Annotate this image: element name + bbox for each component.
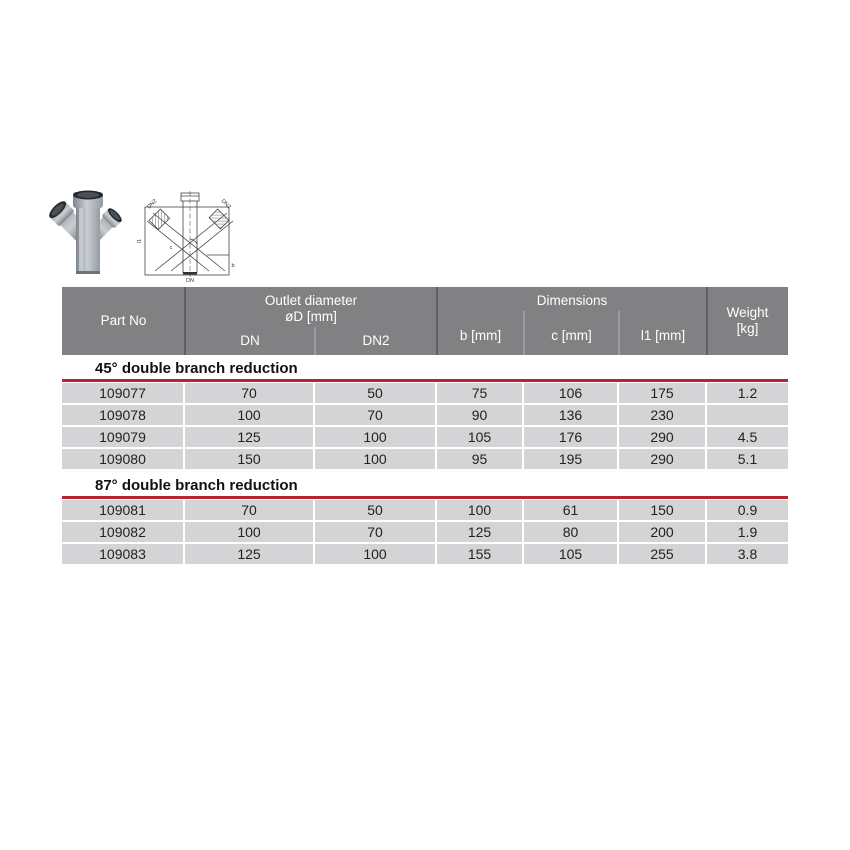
- table-cell: 4.5: [707, 427, 788, 447]
- header-outlet-line1: Outlet diameter: [264, 293, 358, 308]
- table-cell: 255: [619, 544, 707, 564]
- header-divider: [184, 287, 186, 355]
- table-cell: 1.9: [707, 522, 788, 542]
- table-cell: 100: [315, 544, 437, 564]
- header-dn2: DN2: [362, 333, 390, 348]
- header-l1: l1 [mm]: [640, 328, 686, 343]
- table-cell: 105: [437, 427, 524, 447]
- header-divider: [436, 287, 438, 355]
- table-cell: 50: [315, 500, 437, 520]
- table-cell: 100: [437, 500, 524, 520]
- header-divider: [523, 311, 525, 355]
- section-87-degree: [62, 476, 788, 564]
- drawing-label-c: c: [169, 245, 173, 251]
- table-cell: 109080: [62, 449, 185, 469]
- table-cell: 176: [524, 427, 619, 447]
- red-divider: [62, 379, 788, 382]
- table-cell: 70: [185, 500, 315, 520]
- header-divider: [618, 311, 620, 355]
- table-cell: 125: [437, 522, 524, 542]
- table-cell: 109083: [62, 544, 185, 564]
- header-weight-line1: Weight: [726, 305, 769, 320]
- header-weight-line2: [kg]: [736, 321, 759, 336]
- table-cell: 230: [619, 405, 707, 425]
- table-cell: 100: [315, 449, 437, 469]
- double-branch-fitting-photo-icon: [45, 186, 131, 282]
- table-cell: 200: [619, 522, 707, 542]
- section-rows: [62, 383, 788, 469]
- section-title: 45° double branch reduction: [95, 360, 298, 377]
- table-cell: 75: [437, 383, 524, 403]
- header-c: c [mm]: [551, 328, 592, 343]
- table-cell: 100: [315, 427, 437, 447]
- table-cell: 100: [185, 522, 315, 542]
- drawing-label-dn2-left: DN2: [146, 198, 159, 211]
- header-weight: [707, 287, 788, 355]
- table-cell: 136: [524, 405, 619, 425]
- table-row: [62, 449, 788, 469]
- table-cell: [707, 405, 788, 425]
- table-cell: 70: [185, 383, 315, 403]
- table-cell: 150: [619, 500, 707, 520]
- header-dn: DN: [240, 333, 260, 348]
- section-title: 87° double branch reduction: [95, 477, 298, 494]
- header-part-no: Part No: [100, 313, 147, 328]
- table-cell: 70: [315, 522, 437, 542]
- section-rows: [62, 500, 788, 564]
- section-45-degree: [62, 359, 788, 469]
- table-cell: 100: [185, 405, 315, 425]
- header-b: b [mm]: [459, 328, 502, 343]
- header-outlet-line2: øD [mm]: [285, 309, 337, 324]
- table-cell: 95: [437, 449, 524, 469]
- table-cell: 105: [524, 544, 619, 564]
- table-cell: 61: [524, 500, 619, 520]
- table-cell: 0.9: [707, 500, 788, 520]
- table-cell: 106: [524, 383, 619, 403]
- table-cell: 290: [619, 449, 707, 469]
- table-cell: 109082: [62, 522, 185, 542]
- table-cell: 109081: [62, 500, 185, 520]
- product-photo: [45, 186, 131, 282]
- table-cell: 5.1: [707, 449, 788, 469]
- table-cell: 80: [524, 522, 619, 542]
- table-cell: 175: [619, 383, 707, 403]
- header-dimensions: Dimensions: [536, 293, 608, 308]
- header-divider: [706, 287, 708, 355]
- table-row: [62, 544, 788, 564]
- drawing-label-dn: DN: [186, 278, 194, 283]
- table-row: [62, 383, 788, 403]
- double-branch-drawing-icon: [137, 189, 239, 283]
- table-cell: 125: [185, 427, 315, 447]
- technical-drawing: [137, 189, 239, 283]
- table-cell: 150: [185, 449, 315, 469]
- table-cell: 109077: [62, 383, 185, 403]
- table-cell: 125: [185, 544, 315, 564]
- table-cell: 90: [437, 405, 524, 425]
- header-divider: [314, 327, 316, 355]
- product-table: [62, 287, 788, 566]
- header-outlet-diameter: [185, 292, 437, 326]
- red-divider: [62, 496, 788, 499]
- table-cell: 109078: [62, 405, 185, 425]
- drawing-label-l1: l1: [137, 238, 143, 244]
- table-cell: 50: [315, 383, 437, 403]
- table-cell: 155: [437, 544, 524, 564]
- drawing-label-b: b: [231, 263, 235, 269]
- table-header: [62, 287, 788, 355]
- table-row: [62, 427, 788, 447]
- table-cell: 1.2: [707, 383, 788, 403]
- table-row: [62, 522, 788, 542]
- table-cell: 109079: [62, 427, 185, 447]
- table-cell: 70: [315, 405, 437, 425]
- table-cell: 195: [524, 449, 619, 469]
- table-cell: 3.8: [707, 544, 788, 564]
- table-row: [62, 405, 788, 425]
- table-row: [62, 500, 788, 520]
- drawing-label-dn2-right: DN2: [219, 198, 232, 211]
- table-cell: 290: [619, 427, 707, 447]
